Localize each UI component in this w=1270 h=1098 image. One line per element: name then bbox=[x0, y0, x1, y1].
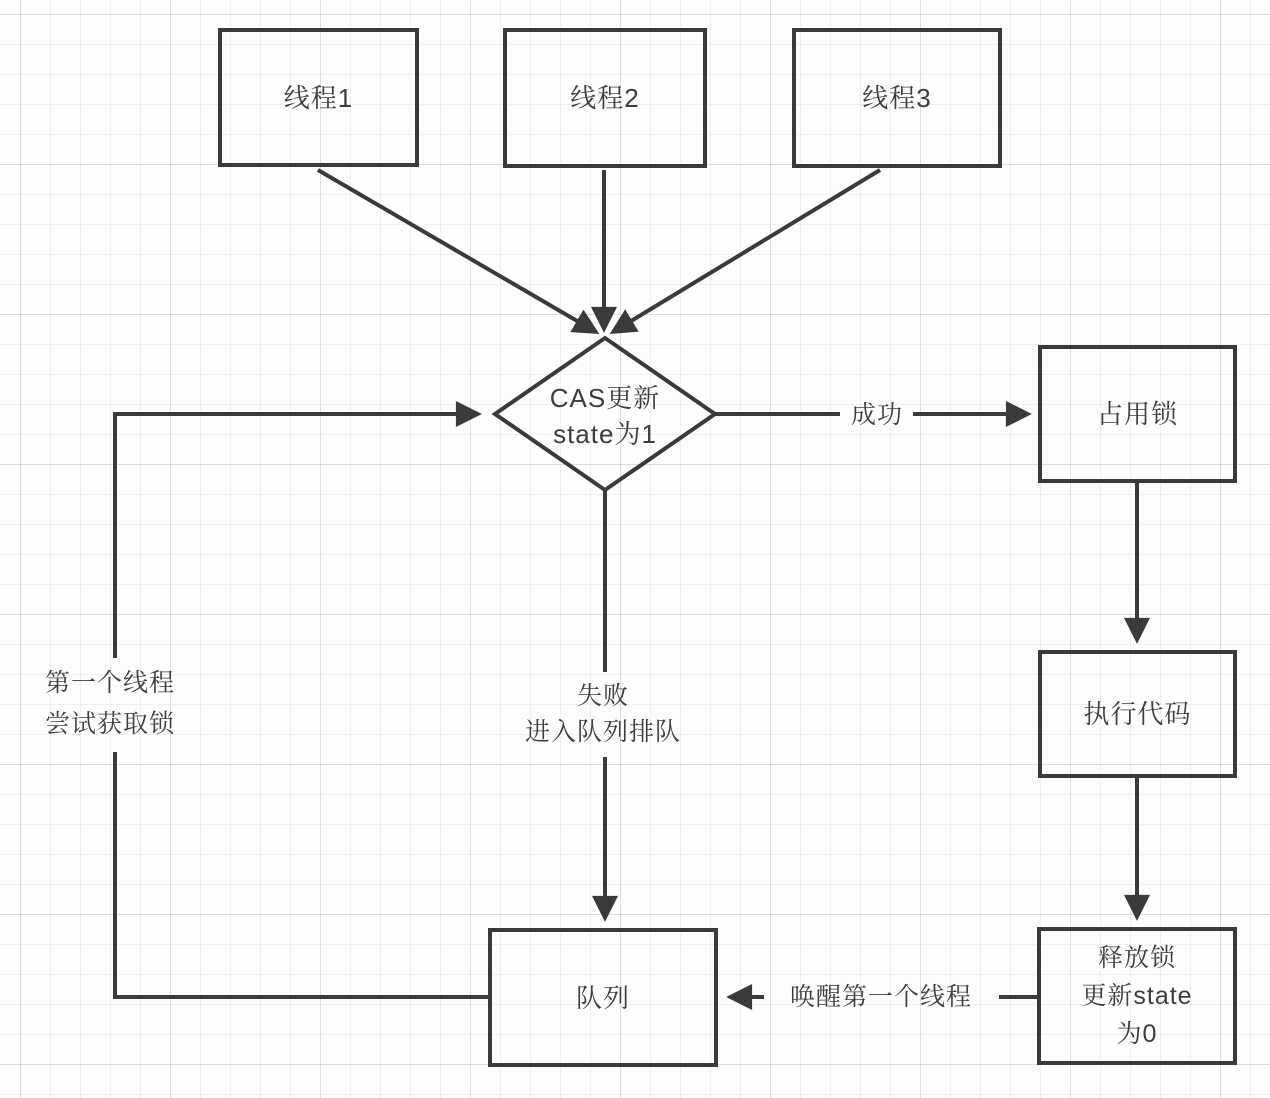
node-thread2 bbox=[503, 28, 707, 168]
edge-label-wake-text: 唤醒第一个线程 bbox=[789, 983, 973, 1011]
fail-label-line2: 进入队列排队 bbox=[524, 718, 682, 746]
release-label-line1: 释放锁 bbox=[1097, 944, 1176, 972]
node-thread3-label: 线程3 bbox=[862, 83, 932, 113]
node-execute-code bbox=[1038, 650, 1237, 778]
cas-label-line2: state为1 bbox=[553, 419, 657, 449]
edge-thread3-to-cas bbox=[613, 170, 880, 332]
retry-label-line2: 尝试获取锁 bbox=[44, 710, 176, 738]
release-label-line3: 为0 bbox=[1116, 1020, 1158, 1048]
node-cas-label bbox=[550, 380, 660, 452]
node-thread1-label: 线程1 bbox=[283, 82, 354, 113]
edge-queue-loop-bottom bbox=[115, 752, 488, 997]
fail-label-line1: 失败 bbox=[576, 682, 630, 710]
node-queue-label: 队列 bbox=[575, 982, 630, 1013]
edge-label-success bbox=[851, 397, 903, 433]
node-execute-code-label: 执行代码 bbox=[1083, 699, 1192, 729]
release-label-line2: 更新state bbox=[1081, 982, 1193, 1010]
edge-queue-loop-top bbox=[115, 414, 478, 658]
node-occupy-lock bbox=[1038, 345, 1237, 483]
node-release-lock bbox=[1037, 927, 1237, 1065]
retry-label-line1: 第一个线程 bbox=[44, 669, 176, 697]
edge-label-fail bbox=[525, 678, 681, 750]
edge-label-wake bbox=[790, 979, 972, 1015]
cas-label-line1: CAS更新 bbox=[549, 383, 661, 413]
edge-label-retry bbox=[45, 663, 175, 745]
node-occupy-lock-label: 占用锁 bbox=[1096, 399, 1178, 429]
node-queue bbox=[488, 928, 718, 1067]
node-thread2-label: 线程2 bbox=[570, 83, 640, 113]
edge-thread1-to-cas bbox=[318, 170, 596, 332]
node-thread1 bbox=[218, 28, 419, 167]
node-release-lock-label bbox=[1081, 939, 1192, 1053]
node-thread3 bbox=[792, 28, 1002, 168]
edge-label-success-text: 成功 bbox=[850, 401, 904, 429]
